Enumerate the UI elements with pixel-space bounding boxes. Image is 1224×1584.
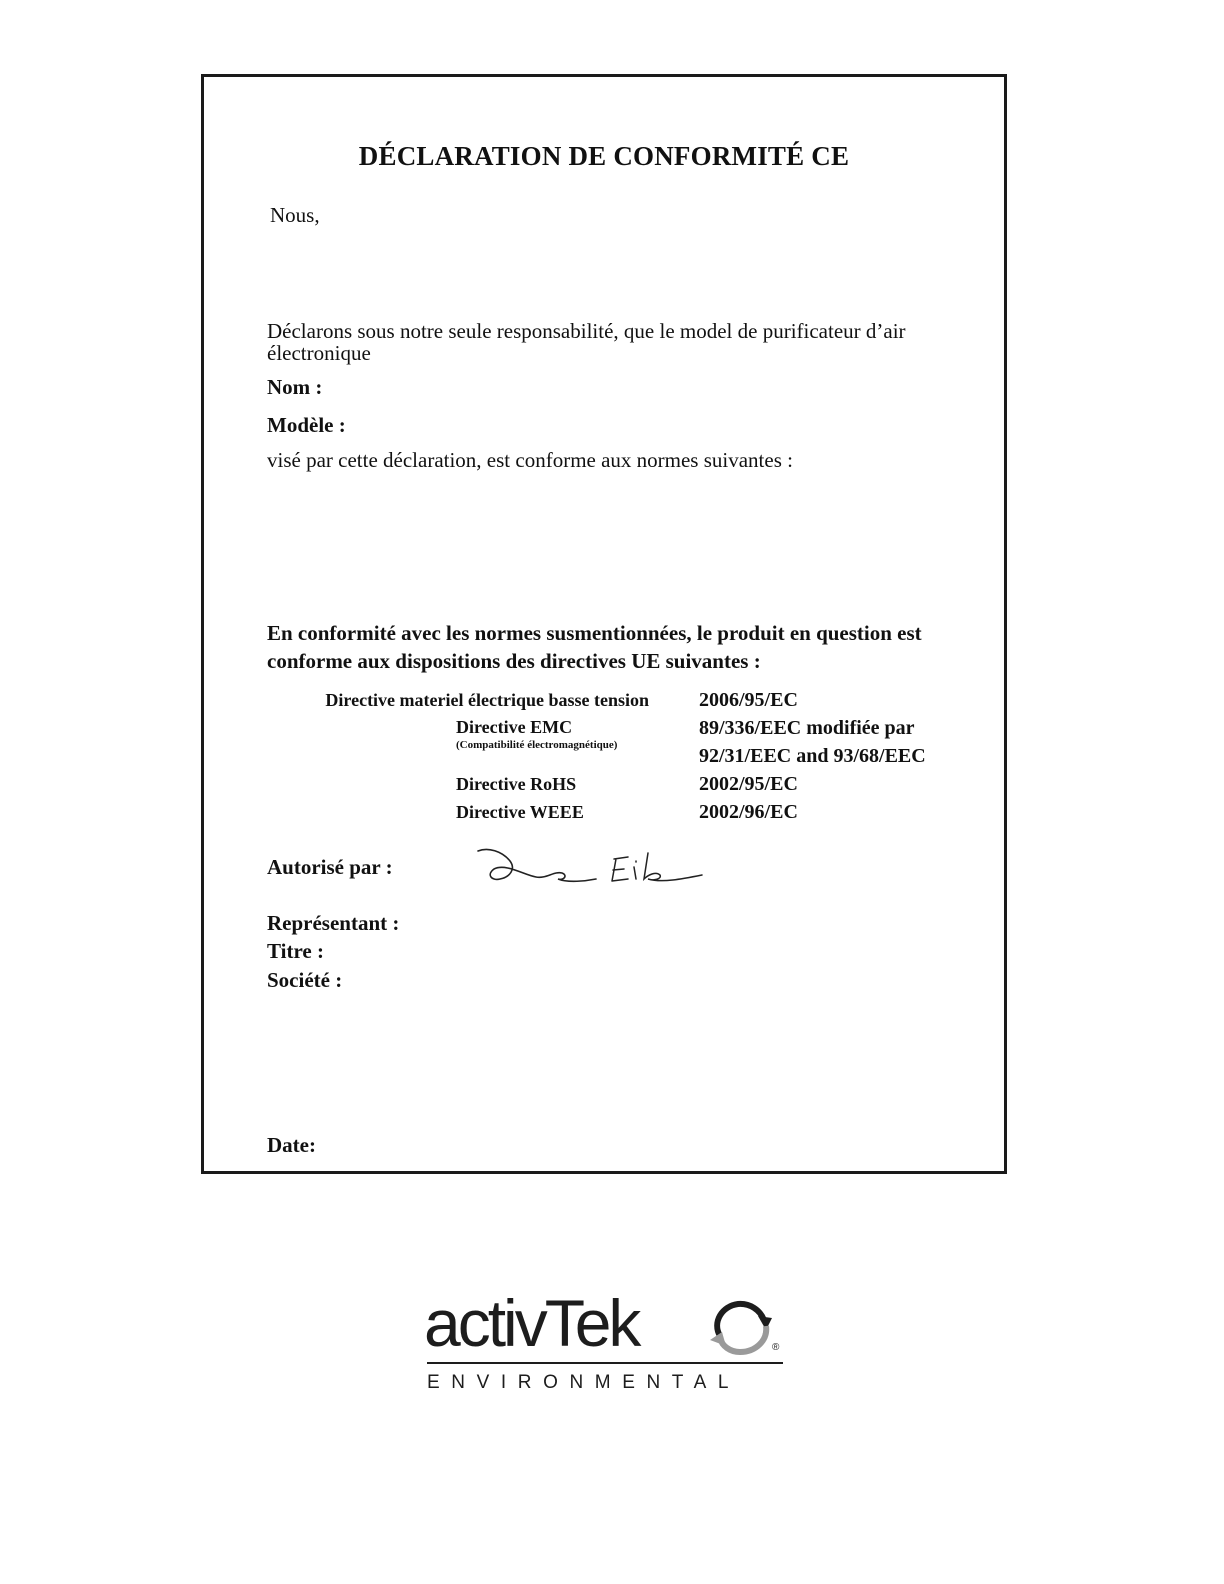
directive-emc-code-2: 92/31/EEC and 93/68/EEC xyxy=(699,745,926,767)
directive-emc-subtitle: (Compatibilité électromagnétique) xyxy=(456,739,618,751)
representant-label: Représentant : xyxy=(267,911,400,935)
vise-text: visé par cette déclaration, est conforme aux normes suivantes : xyxy=(267,448,793,472)
declaration-line-1: Déclarons sous notre seule responsabilité, que le model de purificateur d’air xyxy=(267,319,906,343)
directive-low-voltage: Directive materiel électrique basse tension xyxy=(325,690,649,710)
greeting-text: Nous, xyxy=(270,203,320,227)
directive-weee-code: 2002/96/EC xyxy=(699,801,798,823)
directive-rohs-code: 2002/95/EC xyxy=(699,773,798,795)
registered-mark: ® xyxy=(772,1342,780,1353)
page-title: DÉCLARATION DE CONFORMITÉ CE xyxy=(358,141,850,171)
nom-label: Nom : xyxy=(267,375,323,399)
recycle-arrows-icon xyxy=(700,1296,776,1356)
directive-weee: Directive WEEE xyxy=(456,802,584,822)
date-label: Date: xyxy=(267,1133,316,1157)
activtek-logo xyxy=(424,1286,788,1402)
directive-low-voltage-code: 2006/95/EC xyxy=(699,689,798,711)
declaration-line-2: électronique xyxy=(267,341,371,365)
conformity-line-2: conforme aux dispositions des directives UE suivantes : xyxy=(267,649,761,673)
directive-rohs: Directive RoHS xyxy=(456,774,577,794)
directive-emc: Directive EMC xyxy=(456,717,573,737)
declaration-frame xyxy=(201,74,1007,1174)
autorise-label: Autorisé par : xyxy=(267,855,393,879)
directive-emc-code: 89/336/EEC modifiée par xyxy=(699,717,915,739)
signature-image xyxy=(476,845,706,889)
titre-label: Titre : xyxy=(267,939,324,963)
logo-divider xyxy=(427,1362,783,1364)
modele-label: Modèle : xyxy=(267,413,346,437)
logo-wordmark: activTek xyxy=(424,1286,639,1360)
societe-label: Société : xyxy=(267,968,343,992)
logo-subtitle: ENVIRONMENTAL xyxy=(427,1372,741,1393)
conformity-line-1: En conformité avec les normes susmentionnées, le produit en question est xyxy=(267,621,922,645)
